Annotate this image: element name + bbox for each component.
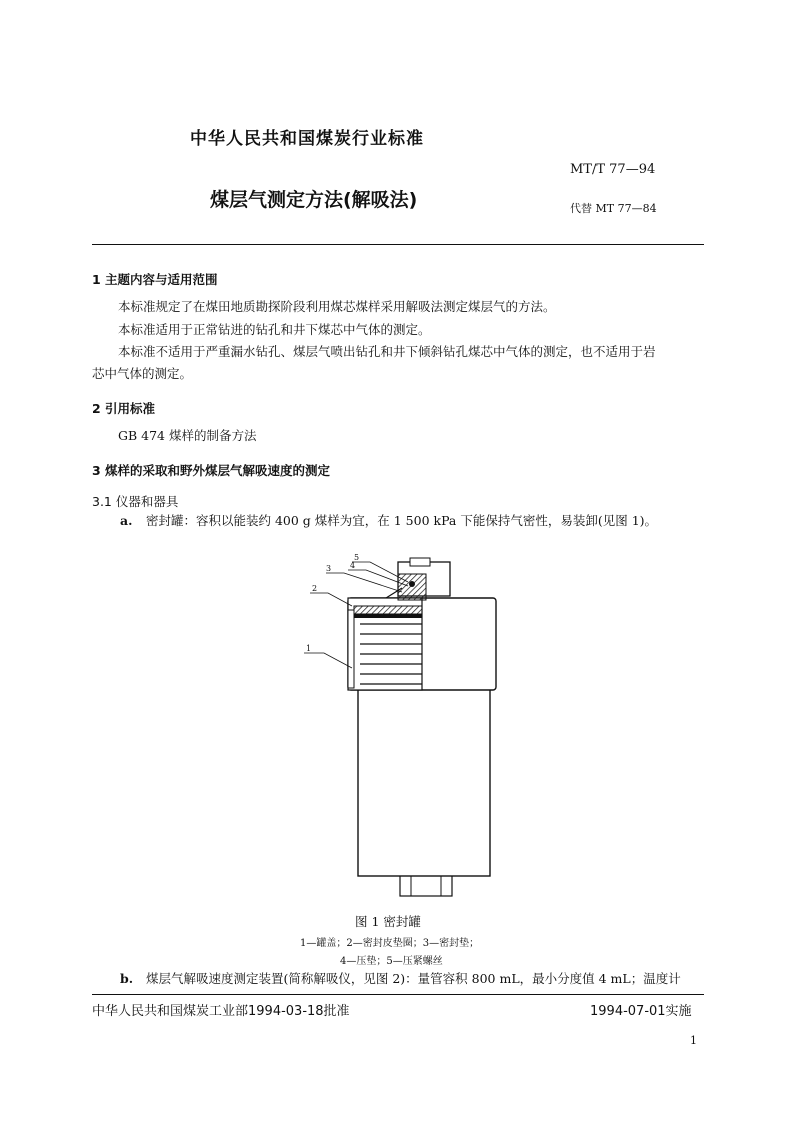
item-a-label: a. — [120, 513, 133, 528]
item-b-label: b. — [120, 971, 134, 986]
label-3: 3 — [326, 564, 332, 573]
header-rule — [92, 244, 704, 245]
page-number: 1 — [690, 1034, 697, 1047]
label-5: 5 — [354, 553, 360, 562]
effective-date: 1994-07-01实施 — [590, 1004, 692, 1019]
approval-line: 中华人民共和国煤炭工业部1994-03-18批准 — [92, 1004, 350, 1019]
standard-code: MT/T 77—94 — [570, 162, 656, 177]
label-2: 2 — [312, 584, 318, 593]
figure-caption: 图 1 密封罐 — [355, 914, 421, 929]
item-a-text: 密封罐：容积以能装约 400 g 煤样为宜，在 1 500 kPa 下能保持气密性，易装卸(见图 1)。 — [146, 513, 658, 528]
replaces-code: 代替 MT 77—84 — [570, 202, 657, 215]
section-1-para-1: 本标准规定了在煤田地质勘探阶段利用煤芯煤样采用解吸法测定煤层气的方法。 — [118, 299, 556, 314]
section-1-heading: 1 主题内容与适用范围 — [92, 272, 218, 287]
figure-legend-line-1: 1—罐盖；2—密封皮垫圈；3—密封垫； — [300, 938, 480, 949]
section-3-heading: 3 煤样的采取和野外煤层气解吸速度的测定 — [92, 463, 331, 478]
canister-drawing — [348, 558, 496, 896]
section-1-para-3a: 本标准不适用于严重漏水钻孔、煤层气喷出钻孔和井下倾斜钻孔煤芯中气体的测定，也不适用于岩 — [118, 344, 656, 359]
section-3-1-heading: 3.1 仪器和器具 — [92, 494, 179, 509]
figure-1-sealed-canister — [290, 548, 520, 903]
section-2-heading: 2 引用标准 — [92, 401, 156, 416]
standard-org-title: 中华人民共和国煤炭行业标准 — [190, 129, 424, 149]
document-title: 煤层气测定方法(解吸法) — [210, 189, 418, 211]
label-4: 4 — [350, 561, 356, 570]
footer-rule — [92, 994, 704, 995]
figure-legend-line-2: 4—压垫；5—压紧螺丝 — [340, 956, 443, 967]
reference-gb474: GB 474 煤样的制备方法 — [118, 428, 257, 443]
label-1: 1 — [306, 644, 312, 653]
section-1-para-3b: 芯中气体的测定。 — [92, 366, 193, 381]
section-1-para-2: 本标准适用于正常钻进的钻孔和井下煤芯中气体的测定。 — [118, 322, 431, 337]
item-b-text: 煤层气解吸速度测定装置(简称解吸仪，见图 2)：量管容积 800 mL，最小分度值 4 mL；温度计 — [146, 971, 681, 986]
